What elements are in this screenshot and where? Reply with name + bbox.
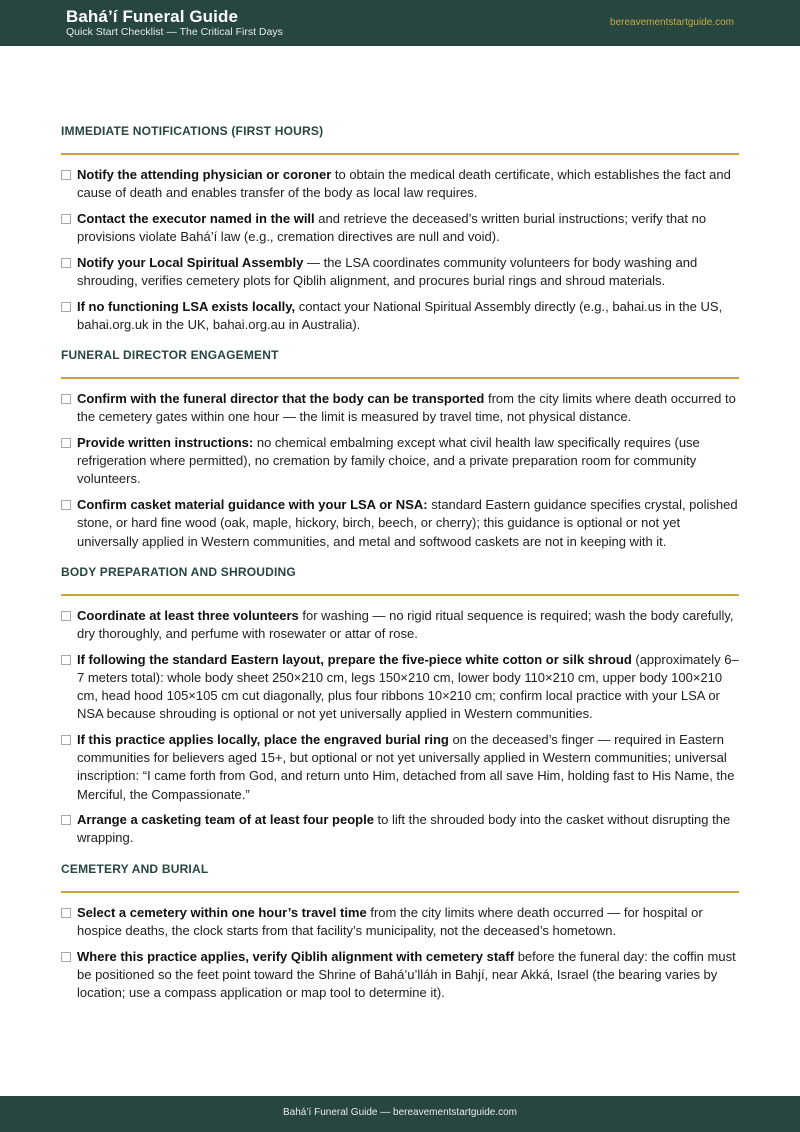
item-lead-text: If following the standard Eastern layout, prepare the five-piece white cotton or silk shroud (77, 651, 632, 667)
checkbox[interactable] (61, 735, 71, 745)
section-immediate-notifications (61, 123, 739, 334)
item-lead-text: Confirm with the funeral director that the body can be transported (77, 391, 485, 407)
item-body-text: for washing — no rigid ritual sequence is required; wash the body carefully, dry thoroughly, and perfume with rosewater or attar of rose. (77, 607, 734, 641)
footer-bar (0, 1096, 800, 1132)
checklist-item (61, 496, 739, 551)
checklist-item (61, 904, 739, 940)
section-funeral-director (61, 347, 739, 551)
checkbox[interactable] (61, 815, 71, 825)
section-heading: IMMEDIATE NOTIFICATIONS (FIRST HOURS) (61, 123, 739, 155)
section-heading: FUNERAL DIRECTOR ENGAGEMENT (61, 347, 739, 379)
checkbox[interactable] (61, 394, 71, 404)
footer-text: Bahá’í Funeral Guide — bereavementstartguide.com (282, 1107, 517, 1118)
section-heading: CEMETERY AND BURIAL (61, 861, 739, 893)
item-body-text: — the LSA coordinates community volunteers for body washing and shrouding, verifies cemetery plots for Qiblih alignment, and procures burial rings and shroud materials. (77, 254, 698, 289)
item-lead-text: Notify your Local Spiritual Assembly (77, 254, 304, 270)
checklist-item (61, 210, 739, 246)
item-lead-text: Coordinate at least three volunteers (77, 607, 299, 623)
checkbox[interactable] (61, 908, 71, 918)
checklist (61, 379, 739, 551)
checklist-item (61, 434, 739, 489)
checklist-item (61, 298, 739, 334)
item-body-text: from the city limits where death occurred to the cemetery gates within one hour — the limit is measured by travel time, not physical distance. (77, 391, 736, 425)
item-lead-text: Contact the executor named in the will (77, 210, 315, 226)
checkbox[interactable] (61, 214, 71, 224)
checklist-item (61, 607, 739, 643)
page-subtitle: Quick Start Checklist — The Critical First Days (66, 26, 283, 38)
checkbox[interactable] (61, 258, 71, 268)
item-lead-text: Select a cemetery within one hour’s travel time (77, 904, 367, 920)
checklist (61, 893, 739, 1003)
checklist-item (61, 166, 739, 202)
item-body-text: and retrieve the deceased’s written burial instructions; verify that no provisions violate Bahá’í law (e.g., cremation directives are null and void). (77, 210, 707, 245)
item-lead-text: If this practice applies locally, place the engraved burial ring (77, 731, 449, 747)
item-lead-text: If no functioning LSA exists locally, (77, 298, 296, 314)
item-lead-text: Confirm casket material guidance with your LSA or NSA: (77, 497, 428, 513)
top-header-bar (0, 0, 800, 46)
checklist-item (61, 948, 739, 1003)
checkbox[interactable] (61, 952, 71, 962)
item-lead-text: Arrange a casketing team of at least four people (77, 812, 374, 828)
section-body-preparation (61, 564, 739, 848)
item-body-text: before the funeral day: the coffin must be positioned so the feet point toward the Shrine of Bahá’u’lláh in Bahjí, near Akká, Israel (the bearing varies by location; use a compass application or map tool to determine it). (77, 948, 736, 1000)
item-body-text: contact your National Spiritual Assembly directly (e.g., bahai.us in the US, bahai.org.uk in the UK, bahai.org.au in Australia). (77, 298, 723, 332)
checklist-item (61, 811, 739, 847)
item-body-text: on the deceased’s finger — required in Eastern communities for believers aged 15+, but optional or not yet universally applied in Western communities; universal inscription: “I came forth from God, and return unto Him, detached from all save Him, holding fast to His Name, the Merciful, the Compassionate.” (77, 731, 735, 802)
checklist-item (61, 390, 739, 426)
item-body-text: standard Eastern guidance specifies crystal, polished stone, or hard fine wood (oak, maple, hickory, birch, beech, or cherry); this guidance is optional or not yet universally applied in Western communities, and metal and softwood caskets are not in keeping with it. (77, 497, 738, 549)
checklist-item (61, 254, 739, 290)
item-body-text: to lift the shrouded body into the casket without disrupting the wrapping. (77, 812, 731, 846)
checkbox[interactable] (61, 500, 71, 510)
item-body-text: (approximately 6–7 meters total): whole body sheet 250×210 cm, legs 150×210 cm, lower body 110×210 cm, upper body 100×210 cm, head hood 105×105 cm cut diagonally, plus four ribbons 10×210 cm; confirm local practice with your LSA or NSA because shrouding is optional or not yet universally applied in Western communities. (77, 651, 739, 722)
checklist-content (61, 123, 739, 1010)
item-lead-text: Notify the attending physician or coroner (77, 167, 332, 182)
item-body-text: to obtain the medical death certificate, which establishes the fact and cause of death and enables transfer of the body as local law requires. (77, 167, 731, 201)
item-lead-text: Where this practice applies, verify Qiblih alignment with cemetery staff (77, 948, 515, 964)
item-lead-text: Provide written instructions: (77, 435, 254, 451)
checkbox[interactable] (61, 170, 71, 180)
checklist-item (61, 731, 739, 804)
checklist (61, 596, 739, 848)
section-cemetery-burial (61, 861, 739, 1003)
checklist-item (61, 651, 739, 724)
checkbox[interactable] (61, 438, 71, 448)
item-body-text: from the city limits where death occurred — for hospital or hospice deaths, the clock starts from that facility’s municipality, not the deceased’s hometown. (77, 904, 703, 938)
item-body-text: no chemical embalming except what civil health law specifically requires (use refrigeration where permitted), no cremation by family choice, and a private preparation room for community volunteers. (77, 435, 700, 487)
page-title: Bahá’í Funeral Guide (66, 7, 239, 26)
checkbox[interactable] (61, 655, 71, 665)
section-heading: BODY PREPARATION AND SHROUDING (61, 564, 739, 596)
checkbox[interactable] (61, 302, 71, 312)
site-link[interactable]: bereavementstartguide.com (610, 17, 734, 28)
checkbox[interactable] (61, 611, 71, 621)
checklist (61, 155, 739, 334)
